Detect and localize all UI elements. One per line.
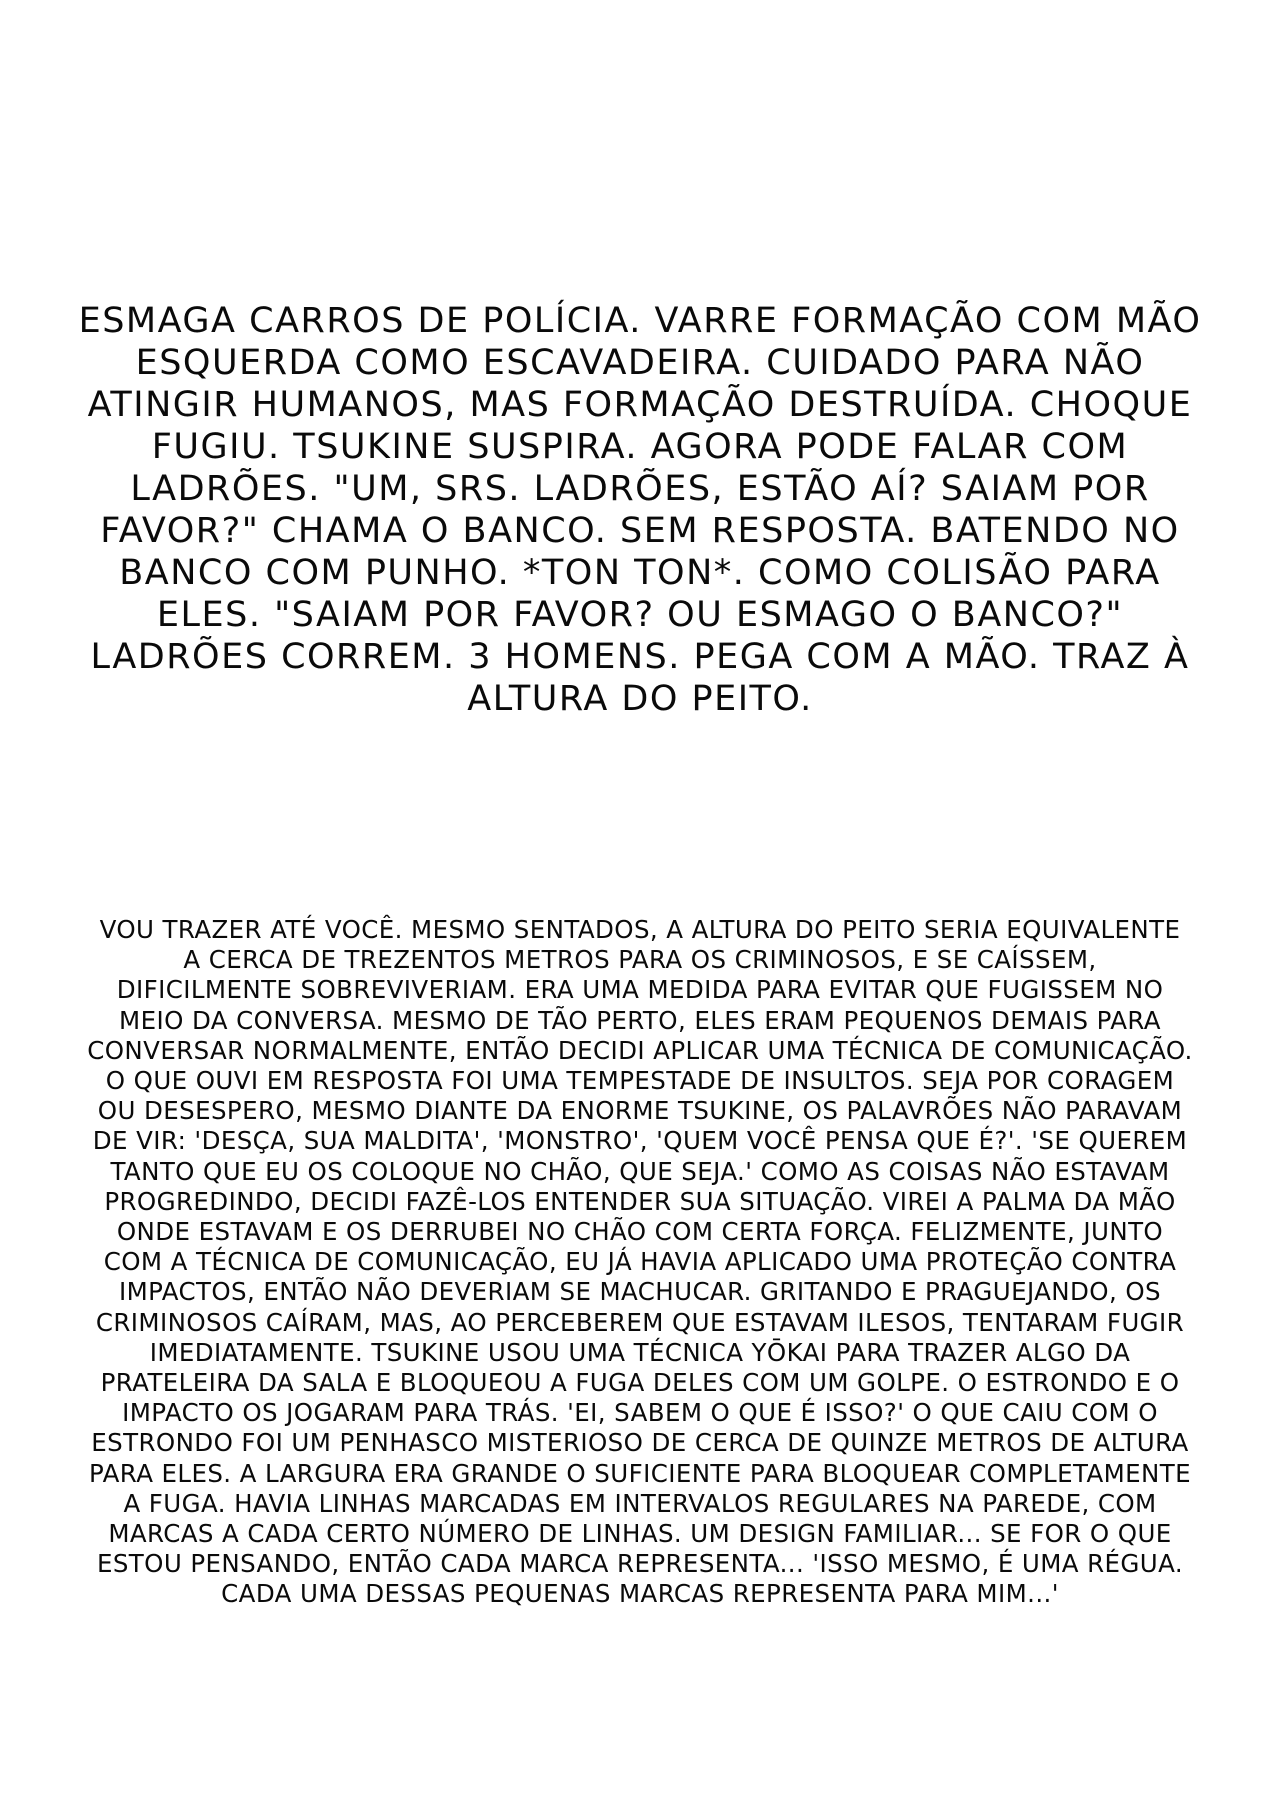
narrative-line: DE VIR: 'DESÇA, SUA MALDITA', 'MONSTRO', 'QUEM VOCÊ PENSA QUE É?'. 'SE QUEREM <box>92 1126 1188 1156</box>
narrative-line: MARCAS A CADA CERTO NÚMERO DE LINHAS. UM DESIGN FAMILIAR... SE FOR O QUE <box>108 1519 1172 1549</box>
narrative-line: CADA UMA DESSAS PEQUENAS MARCAS REPRESENTA PARA MIM...' <box>221 1579 1059 1609</box>
narrative-line: A CERCA DE TREZENTOS METROS PARA OS CRIMINOSOS, E SE CAÍSSEM, <box>183 945 1097 975</box>
narrative-line: ESTRONDO FOI UM PENHASCO MISTERIOSO DE CERCA DE QUINZE METROS DE ALTURA <box>91 1428 1189 1458</box>
narrative-line: COM A TÉCNICA DE COMUNICAÇÃO, EU JÁ HAVIA APLICADO UMA PROTEÇÃO CONTRA <box>103 1247 1177 1277</box>
narrative-line: A FUGA. HAVIA LINHAS MARCADAS EM INTERVALOS REGULARES NA PAREDE, COM <box>123 1488 1157 1518</box>
summary-line: ESMAGA CARROS DE POLÍCIA. VARRE FORMAÇÃO COM MÃO <box>78 301 1202 341</box>
narrative-line: PARA ELES. A LARGURA ERA GRANDE O SUFICIENTE PARA BLOQUEAR COMPLETAMENTE <box>89 1458 1191 1488</box>
narrative-line: O QUE OUVI EM RESPOSTA FOI UMA TEMPESTADE DE INSULTOS. SEJA POR CORAGEM <box>105 1066 1175 1096</box>
narrative-line: DIFICILMENTE SOBREVIVERIAM. ERA UMA MEDIDA PARA EVITAR QUE FUGISSEM NO <box>116 975 1164 1005</box>
narrative-line: PROGREDINDO, DECIDI FAZÊ-LOS ENTENDER SUA SITUAÇÃO. VIREI A PALMA DA MÃO <box>104 1186 1176 1216</box>
narrative-line: IMPACTO OS JOGARAM PARA TRÁS. 'EI, SABEM O QUE É ISSO?' O QUE CAIU COM O <box>122 1398 1158 1428</box>
summary-line: FAVOR?" CHAMA O BANCO. SEM RESPOSTA. BATENDO NO <box>100 511 1180 551</box>
summary-line: ALTURA DO PEITO. <box>467 679 813 719</box>
summary-line: FUGIU. TSUKINE SUSPIRA. AGORA PODE FALAR COM <box>151 427 1129 467</box>
narrative-line: OU DESESPERO, MESMO DIANTE DA ENORME TSUKINE, OS PALAVRÕES NÃO PARAVAM <box>97 1096 1183 1126</box>
summary-line: BANCO COM PUNHO. *TON TON*. COMO COLISÃO PARA <box>119 553 1161 593</box>
narrative-line: CONVERSAR NORMALMENTE, ENTÃO DECIDI APLICAR UMA TÉCNICA DE COMUNICAÇÃO. <box>87 1035 1193 1065</box>
narrative-line: MEIO DA CONVERSA. MESMO DE TÃO PERTO, ELES ERAM PEQUENOS DEMAIS PARA <box>119 1005 1161 1035</box>
narrative-line: IMPACTOS, ENTÃO NÃO DEVERIAM SE MACHUCAR. GRITANDO E PRAGUEJANDO, OS <box>118 1277 1161 1307</box>
narrative-line: TANTO QUE EU OS COLOQUE NO CHÃO, QUE SEJA.' COMO AS COISAS NÃO ESTAVAM <box>110 1156 1170 1186</box>
narrative-text-block <box>0 915 1280 1610</box>
summary-text-block <box>0 300 1280 720</box>
summary-line: ATINGIR HUMANOS, MAS FORMAÇÃO DESTRUÍDA. CHOQUE <box>87 385 1193 425</box>
summary-line: ESQUERDA COMO ESCAVADEIRA. CUIDADO PARA NÃO <box>135 343 1145 383</box>
narrative-line: ESTOU PENSANDO, ENTÃO CADA MARCA REPRESENTA... 'ISSO MESMO, É UMA RÉGUA. <box>96 1549 1184 1579</box>
narrative-line: IMEDIATAMENTE. TSUKINE USOU UMA TÉCNICA YŌKAI PARA TRAZER ALGO DA <box>149 1337 1131 1367</box>
narrative-line: CRIMINOSOS CAÍRAM, MAS, AO PERCEBEREM QUE ESTAVAM ILESOS, TENTARAM FUGIR <box>95 1307 1185 1337</box>
summary-line: LADRÕES CORREM. 3 HOMENS. PEGA COM A MÃO. TRAZ À <box>90 637 1190 677</box>
narrative-line: VOU TRAZER ATÉ VOCÊ. MESMO SENTADOS, A ALTURA DO PEITO SERIA EQUIVALENTE <box>99 915 1181 944</box>
summary-line: ELES. "SAIAM POR FAVOR? OU ESMAGO O BANCO?" <box>156 595 1124 635</box>
summary-line: LADRÕES. "UM, SRS. LADRÕES, ESTÃO AÍ? SAIAM POR <box>130 469 1150 509</box>
narrative-line: ONDE ESTAVAM E OS DERRUBEI NO CHÃO COM CERTA FORÇA. FELIZMENTE, JUNTO <box>116 1217 1164 1247</box>
narrative-line: PRATELEIRA DA SALA E BLOQUEOU A FUGA DELES COM UM GOLPE. O ESTRONDO E O <box>100 1368 1180 1398</box>
